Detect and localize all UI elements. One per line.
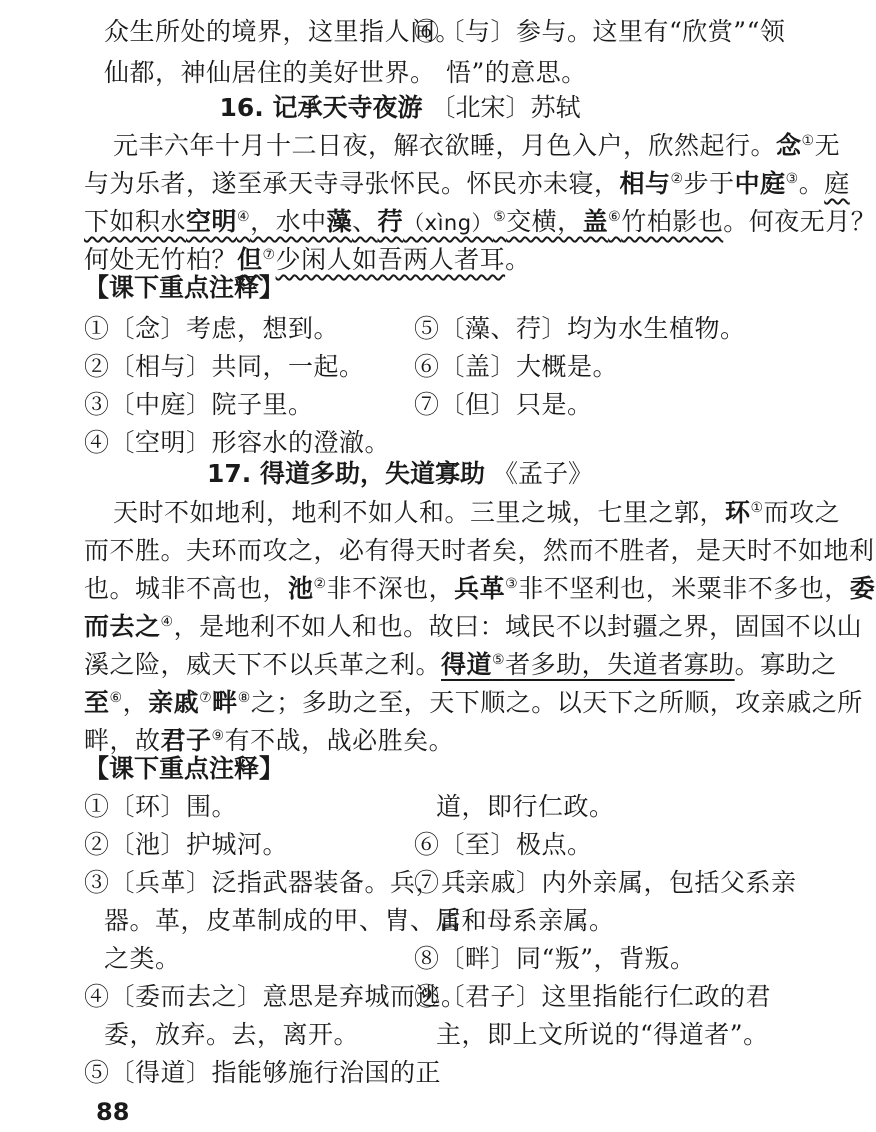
note-16-6: ⑥〔盖〕大概是。 (414, 352, 619, 381)
notes-heading-17: 【课下重点注释】 (84, 754, 285, 783)
note-17-9b: 主，即上文所说的“得道者”。 (436, 1020, 769, 1049)
note-17-8: ⑧〔畔〕同“叛”，背叛。 (414, 944, 696, 973)
note-17-3c: 之类。 (104, 944, 181, 973)
text-17-line-5: 溪之险，威天下不以兵革之利。得道⑤者多助，失道者寡助。寡助之 (84, 650, 837, 679)
text-17-line-4: 而去之④，是地利不如人和也。故曰：域民不以封疆之界，固国不以山 (84, 612, 863, 641)
text-16-line-4: 何处无竹柏？但⑦少闲人如吾两人者耳。 (84, 245, 531, 274)
section-16-title (0, 90, 800, 126)
note-17-3b: 器。革，皮革制成的甲、胄、盾 (104, 906, 462, 935)
top-note-left-1: 众生所处的境界，这里指人间。 (104, 17, 462, 46)
text-17-line-2: 而不胜。夫环而攻之，必有得天时者矣，然而不胜者，是天时不如地利 (84, 536, 875, 565)
note-17-3a: ③〔兵革〕泛指武器装备。兵，兵 (84, 868, 467, 897)
text-17-line-6: 至⑥，亲戚⑦畔⑧之；多助之至，天下顺之。以天下之所顺，攻亲戚之所 (84, 688, 863, 717)
text-16-line-3: 下如积水空明④，水中藻、荇（xìng）⑤交横，盖⑥竹柏影也。何夜无月？ (84, 207, 876, 236)
title-text: 17. 得道多助，失道寡助 (207, 459, 486, 488)
top-note-left-2: 仙都，神仙居住的美好世界。 (104, 58, 436, 87)
author: 〔北宋〕苏轼 (430, 93, 581, 122)
note-17-9a: ⑨〔君子〕这里指能行仁政的君 (414, 982, 772, 1011)
page-number: 88 (96, 1098, 130, 1126)
note-17-4b: 委，放弃。去，离开。 (104, 1020, 360, 1049)
note-16-7: ⑦〔但〕只是。 (414, 390, 593, 419)
note-17-4a: ④〔委而去之〕意思是弃城而逃。 (84, 982, 467, 1011)
text-17-line-1: 天时不如地利，地利不如人和。三里之城，七里之郭，环①而攻之 (113, 498, 841, 527)
top-note-right-2: 悟”的意思。 (446, 58, 587, 87)
note-17-5b: 道，即行仁政。 (436, 792, 615, 821)
note-17-6: ⑥〔至〕极点。 (414, 830, 593, 859)
author: 《孟子》 (492, 459, 593, 488)
note-16-4: ④〔空明〕形容水的澄澈。 (84, 428, 391, 457)
title-text: 16. 记承天寺夜游 (219, 93, 423, 122)
section-17-title (0, 456, 800, 492)
top-note-right-1: ⑥〔与〕参与。这里有“欣赏”“领 (414, 17, 786, 46)
note-16-2: ②〔相与〕共同，一起。 (84, 352, 365, 381)
note-16-1: ①〔念〕考虑，想到。 (84, 314, 340, 343)
note-16-3: ③〔中庭〕院子里。 (84, 390, 314, 419)
note-17-2: ②〔池〕护城河。 (84, 830, 289, 859)
text-16-line-1: 元丰六年十月十二日夜，解衣欲睡，月色入户，欣然起行。念①无 (113, 131, 841, 160)
text-16-line-2: 与为乐者，遂至承天寺寻张怀民。怀民亦未寝，相与②步于中庭③。庭 (84, 169, 850, 198)
note-17-5a: ⑤〔得道〕指能够施行治国的正 (84, 1058, 442, 1087)
note-16-5: ⑤〔藻、荇〕均为水生植物。 (414, 314, 746, 343)
text-17-line-7: 畔，故君子⑨有不战，战必胜矣。 (84, 726, 455, 755)
notes-heading-16: 【课下重点注释】 (84, 273, 285, 302)
note-17-7a: ⑦〔亲戚〕内外亲属，包括父系亲 (414, 868, 797, 897)
note-17-1: ①〔环〕围。 (84, 792, 238, 821)
note-17-7b: 属和母系亲属。 (436, 906, 615, 935)
text-17-line-3: 也。城非不高也，池②非不深也，兵革③非不坚利也，米粟非不多也，委 (84, 574, 876, 603)
